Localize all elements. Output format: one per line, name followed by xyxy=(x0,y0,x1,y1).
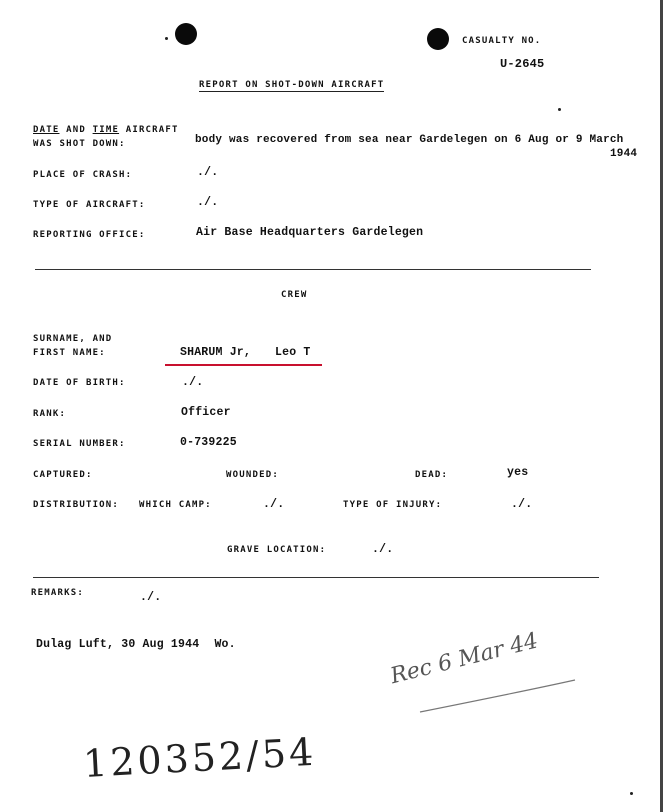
and-word: AND xyxy=(66,125,86,135)
serial-number-label: SERIAL NUMBER: xyxy=(33,439,126,449)
footer-place-date xyxy=(36,638,236,651)
divider-top xyxy=(35,269,591,270)
surname-value: SHARUM Jr, xyxy=(180,346,252,359)
place-of-crash-value: ./. xyxy=(197,166,219,179)
rank-value: Officer xyxy=(181,406,231,419)
serial-number-value: 0-739225 xyxy=(180,436,237,449)
date-time-label-line2: WAS SHOT DOWN: xyxy=(33,139,126,149)
flourish-stroke xyxy=(420,680,575,712)
surname-label-line1: SURNAME, AND xyxy=(33,334,113,344)
handwritten-received-note: Rec 6 Mar 44 xyxy=(388,628,541,690)
date-of-birth-value: ./. xyxy=(182,376,204,389)
type-of-injury-label: TYPE OF INJURY: xyxy=(343,500,443,510)
which-camp-label: WHICH CAMP: xyxy=(139,500,212,510)
surname-label-line2: FIRST NAME: xyxy=(33,348,106,358)
speck xyxy=(558,108,561,111)
date-word: DATE xyxy=(33,125,60,135)
date-time-value: body was recovered from sea near Gardelegen on 6 Aug or 9 March xyxy=(195,134,624,146)
divider-bottom xyxy=(33,577,599,578)
reporting-office-value: Air Base Headquarters Gardelegen xyxy=(196,226,424,239)
type-of-aircraft-value: ./. xyxy=(197,196,219,209)
grave-location-value: ./. xyxy=(372,543,394,556)
which-camp-value: ./. xyxy=(263,498,285,511)
name-red-underline xyxy=(165,364,322,366)
footer-initials: Wo. xyxy=(214,638,236,651)
type-of-injury-value: ./. xyxy=(511,498,533,511)
punch-hole-right xyxy=(427,28,449,50)
reporting-office-label: REPORTING OFFICE: xyxy=(33,230,146,240)
report-title xyxy=(199,80,384,92)
place-of-crash-label: PLACE OF CRASH: xyxy=(33,170,133,180)
type-of-aircraft-label: TYPE OF AIRCRAFT: xyxy=(33,200,146,210)
remarks-value: ./. xyxy=(140,591,162,604)
speck xyxy=(630,792,633,795)
remarks-label: REMARKS: xyxy=(31,588,84,598)
punch-hole-left xyxy=(175,23,197,45)
casualty-label: CASUALTY NO. xyxy=(462,36,542,46)
rank-label: RANK: xyxy=(33,409,67,419)
date-time-label-line1 xyxy=(33,125,179,135)
date-time-value-year: 1944 xyxy=(610,148,638,160)
first-name-value: Leo T xyxy=(275,346,311,359)
date-of-birth-label: DATE OF BIRTH: xyxy=(33,378,126,388)
crew-heading: CREW xyxy=(281,290,308,300)
wounded-label: WOUNDED: xyxy=(226,470,279,480)
distribution-label: DISTRIBUTION: xyxy=(33,500,120,510)
dead-value: yes xyxy=(507,466,529,479)
casualty-number: U-2645 xyxy=(500,57,545,71)
captured-label: CAPTURED: xyxy=(33,470,93,480)
footer-place-date-text: Dulag Luft, 30 Aug 1944 xyxy=(36,638,200,651)
time-word: TIME xyxy=(92,125,120,135)
handwritten-flourish xyxy=(400,660,600,720)
handwritten-file-number: 120352/54 xyxy=(82,729,318,786)
speck xyxy=(165,37,168,40)
dead-label: DEAD: xyxy=(415,470,449,480)
aircraft-word: AIRCRAFT xyxy=(125,125,179,135)
grave-location-label: GRAVE LOCATION: xyxy=(227,545,327,555)
report-title-text: REPORT ON SHOT-DOWN AIRCRAFT xyxy=(199,80,385,90)
